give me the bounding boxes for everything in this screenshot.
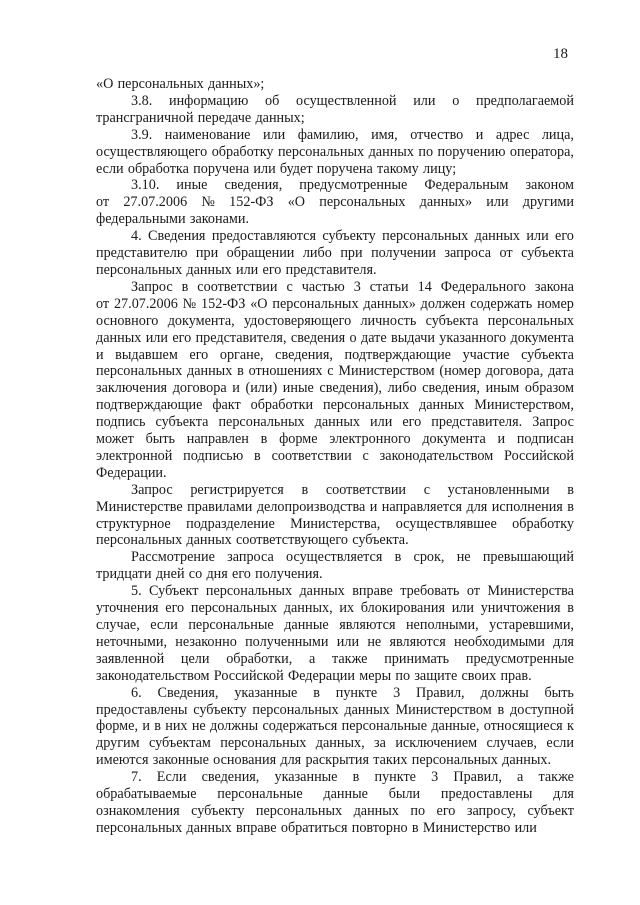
text-line: другим субъектам персональных данных, за исключением случаев, если [96, 735, 574, 752]
text-line: Запрос регистрируется в соответствии с установленными в [131, 481, 574, 498]
text-line: Запрос в соответствии с частью 3 статьи 14 Федерального закона [131, 278, 574, 295]
paragraph [96, 482, 574, 550]
text-line: 4. Сведения предоставляются субъекту персональных данных или его [131, 228, 574, 245]
paragraph [96, 93, 574, 127]
paragraph [96, 177, 574, 228]
text-line: структурное подразделение Министерства, осуществлявшее обработку [96, 515, 574, 532]
text-line: может быть направлен в форме электронного документа и подписан [96, 431, 574, 448]
paragraph [96, 76, 574, 93]
text-line: 3.8. информацию об осуществленной или о предполагаемой [131, 92, 574, 109]
text-line: обрабатываемые персональные данные были предоставлены для [96, 786, 574, 803]
text-line: ознакомления субъекту персональных данных по его запросу, субъект [96, 802, 574, 819]
text-line: Рассмотрение запроса осуществляется в срок, не превышающий [131, 549, 574, 566]
text-line: подпись субъекта персональных данных или его представителя. Запрос [96, 414, 574, 431]
text-line: основного документа, удостоверяющего личность субъекта персональных [96, 312, 574, 329]
paragraph [96, 127, 574, 178]
text-line: предоставлены субъекту персональных данных Министерством в доступной [96, 701, 574, 718]
text-line: законодательством Российской Федерации меры по защите своих прав. [96, 667, 532, 684]
paragraph [96, 279, 574, 482]
text-line: Федерации. [96, 464, 167, 481]
text-line: от 27.07.2006 № 152-ФЗ «О персональных данных» должен содержать номер [96, 295, 574, 312]
text-line: 5. Субъект персональных данных вправе требовать от Министерства [131, 583, 574, 600]
page-number: 18 [553, 46, 568, 62]
text-line: форме, и в них не должны содержаться персональные данные, относящиеся к [96, 718, 574, 735]
paragraph [96, 583, 574, 684]
paragraph [96, 549, 574, 583]
paragraph [96, 685, 574, 770]
text-line: трансграничной передаче данных; [96, 109, 305, 126]
text-line: персональных данных вправе обратиться повторно в Министерство или [96, 819, 537, 836]
text-line: персональных данных или его представителя. [96, 261, 377, 278]
text-line: осуществляющего обработку персональных данных по поручению оператора, [96, 143, 574, 160]
text-line: 6. Сведения, указанные в пункте 3 Правил, должны быть [131, 684, 574, 701]
text-line: 3.10. иные сведения, предусмотренные Федеральным законом [131, 177, 574, 194]
text-line: если обработка поручена или будет поручена такому лицу; [96, 160, 457, 177]
text-line: представителю при обращении либо при получении запроса от субъекта [96, 245, 574, 262]
text-line: персональных данных соответствующего субъекта. [96, 532, 409, 549]
text-line: заключения договора и (или) иные сведения), либо сведения, иным образом [96, 380, 574, 397]
document-body [96, 76, 574, 837]
text-line: имеются законные основания для раскрытия таких персональных данных. [96, 752, 552, 769]
text-line: 7. Если сведения, указанные в пункте 3 Правил, а также [131, 769, 574, 786]
text-line: неточными, незаконно полученными или не являются необходимыми для [96, 633, 574, 650]
text-line: федеральными законами. [96, 211, 250, 228]
text-line: данных или его представителя, сведения о дате выдачи указанного документа [96, 329, 574, 346]
text-line: случае, если персональные данные являются неполными, устаревшими, [96, 617, 574, 633]
text-line: и выдавшем его органе, сведения, подтверждающие участие субъекта [96, 346, 574, 363]
paragraph [96, 228, 574, 279]
text-line: «О персональных данных»; [96, 76, 265, 92]
text-line: уточнения его персональных данных, их блокирования или уничтожения в [96, 600, 574, 617]
text-line: от 27.07.2006 № 152-ФЗ «О персональных данных» или другими [96, 194, 574, 211]
text-line: электронной подписью в соответствии с законодательством Российской [96, 447, 574, 464]
text-line: заявленной цели обработки, а также принимать предусмотренные [96, 650, 574, 667]
text-line: 3.9. наименование или фамилию, имя, отчество и адрес лица, [131, 126, 574, 143]
text-line: подтверждающие факт обработки персональных данных Министерством, [96, 397, 574, 414]
text-line: Министерстве правилами делопроизводства и направляется для исполнения в [96, 498, 574, 515]
text-line: персональных данных в отношениях с Министерством (номер договора, дата [96, 363, 574, 380]
text-line: тридцати дней со дня его получения. [96, 566, 323, 583]
paragraph [96, 769, 574, 837]
